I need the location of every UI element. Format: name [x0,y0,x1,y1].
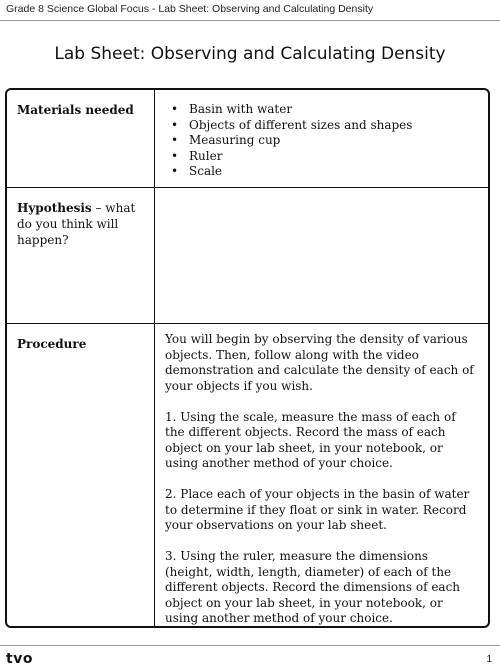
bullet-icon: • [171,133,179,147]
hypothesis-row [7,188,488,324]
hypothesis-label-bold: Hypothesis [17,201,92,215]
materials-label-cell [7,90,155,187]
procedure-step-1: 1. Using the scale, measure the mass of each of the different objects. Record the mass of each object on your lab sheet, in your notebook, or using another method of your choice. [165,409,456,470]
procedure-label-cell [7,324,155,626]
lab-sheet-table [5,88,490,628]
header-divider [0,20,500,21]
materials-label: Materials needed [17,103,134,117]
hypothesis-answer-cell[interactable] [155,188,488,323]
materials-content-cell [155,90,488,187]
procedure-content-cell [155,324,488,626]
hypothesis-label-rest: – what do you think will happen? [17,201,136,247]
procedure-intro: You will begin by observing the density of various objects. Then, follow along with the video demonstration and calculate the density of each of your objects if you wish. [165,332,474,393]
bullet-icon: • [171,102,179,116]
running-header: Grade 8 Science Global Focus - Lab Sheet: Observing and Calculating Density [6,3,374,15]
list-item: • Measuring cup [171,133,281,147]
list-item: • Objects of different sizes and shapes [171,117,413,132]
page-title: Lab Sheet: Observing and Calculating Density [54,44,446,64]
hypothesis-label-cell [7,188,155,323]
page-number: 1 [486,654,492,665]
procedure-step-2: 2. Place each of your objects in the basin of water to determine if they float or sink in water. Record your observations on your lab sheet. [165,487,470,532]
materials-row [7,90,488,188]
procedure-step-3: 3. Using the ruler, measure the dimensions (height, width, length, diameter) of each of the different objects. Record the dimensions of each object on your lab sheet, in your notebook, or using another method of your choice. [165,549,461,625]
bullet-icon: • [171,164,179,178]
bullet-icon: • [171,148,179,163]
list-item: • Scale [171,164,223,178]
procedure-label: Procedure [17,337,87,351]
procedure-row [7,324,488,626]
bullet-icon: • [171,117,179,132]
tvo-logo: tvo [6,651,33,667]
footer-divider [0,645,500,646]
materials-list [165,102,478,180]
list-item: • Ruler [171,148,223,163]
list-item: • Basin with water [171,102,293,116]
